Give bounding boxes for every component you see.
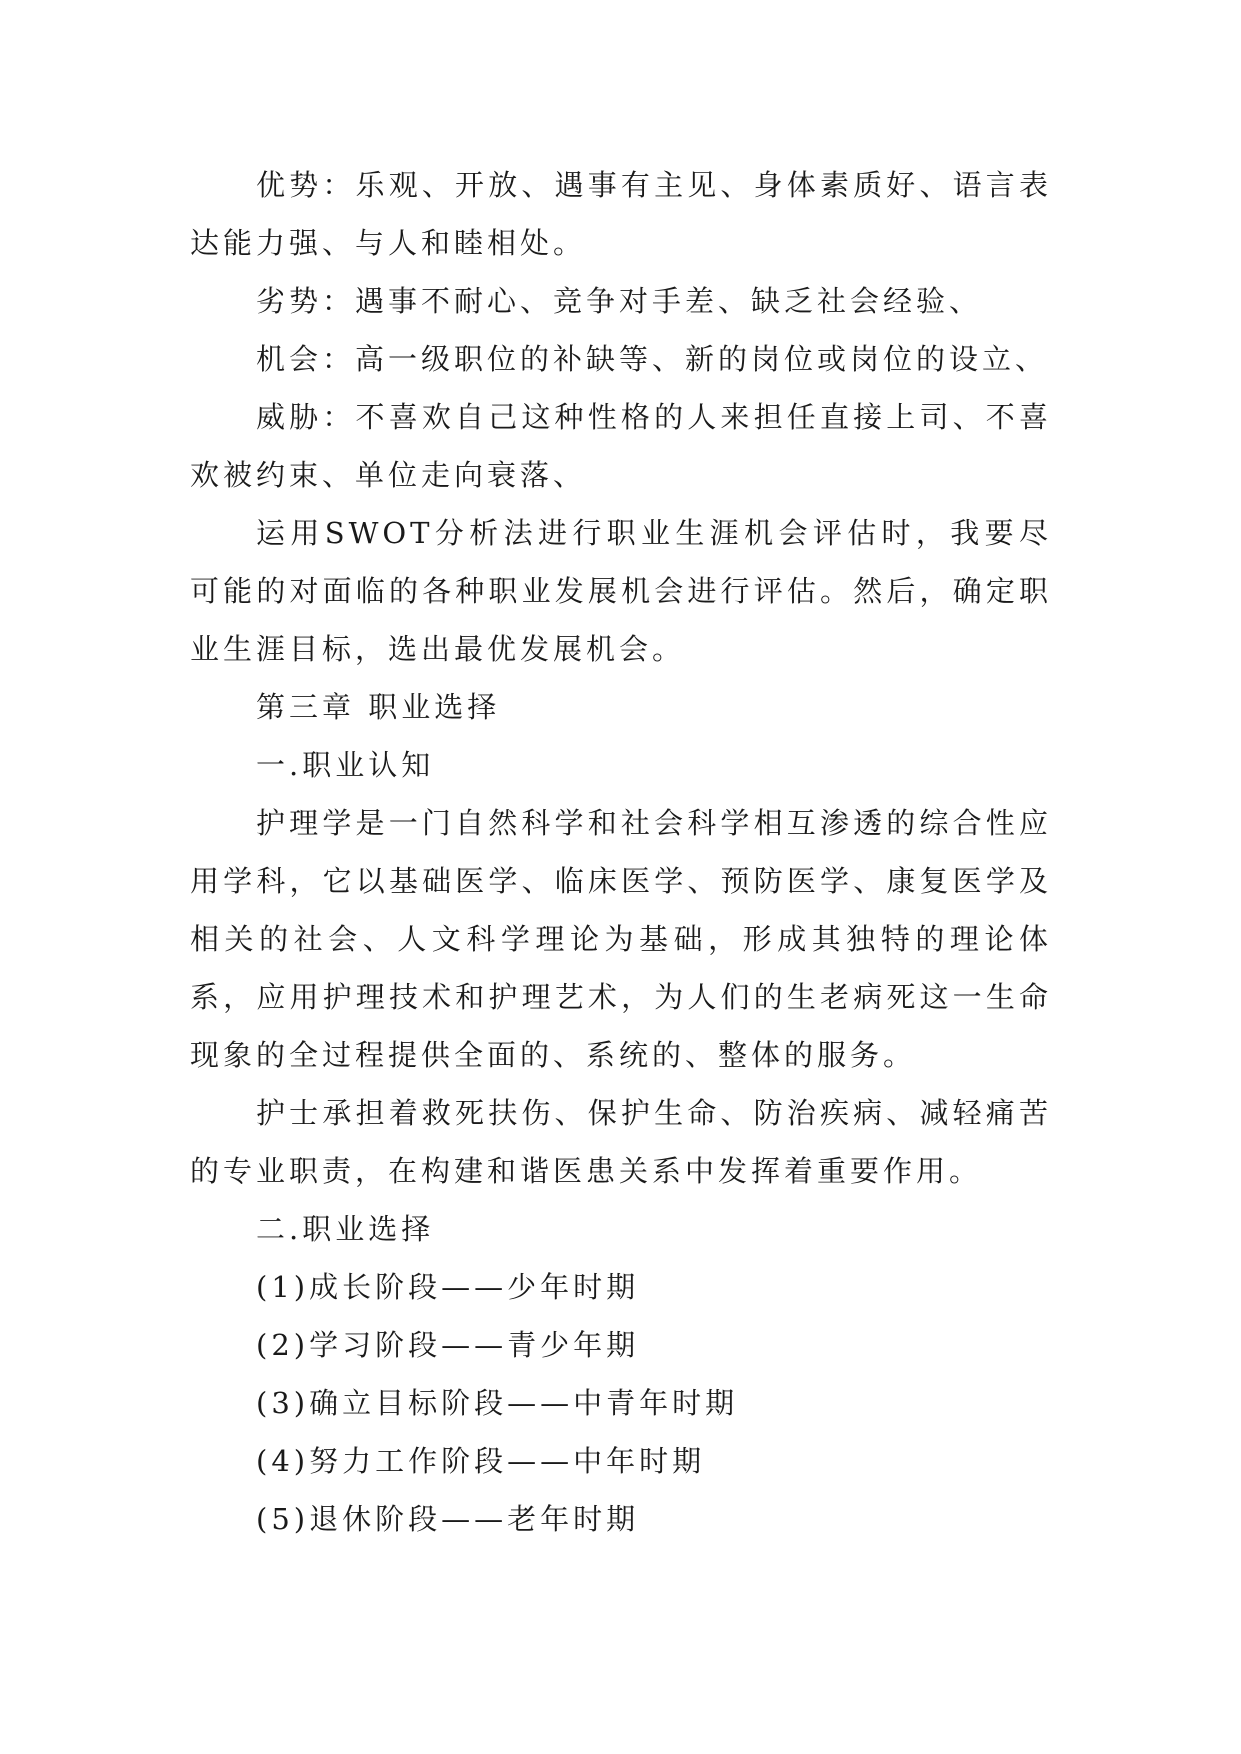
chapter-heading: 第三章 职业选择: [256, 690, 501, 724]
list-item: (5)退休阶段——老年时期: [256, 1502, 640, 1536]
document-body: [190, 156, 1052, 1548]
opportunities-paragraph: 机会：高一级职位的补缺等、新的岗位或岗位的设立、: [256, 342, 1049, 376]
nurse-duty-paragraph: 护士承担着救死扶伤、保护生命、防治疾病、减轻痛苦的专业职责，在构建和谐医患关系中发挥着重要作用。: [190, 1096, 1052, 1188]
list-item: (2)学习阶段——青少年期: [256, 1328, 640, 1362]
weaknesses-paragraph: 劣势：遇事不耐心、竞争对手差、缺乏社会经验、: [256, 284, 983, 318]
strengths-paragraph: 优势：乐观、开放、遇事有主见、身体素质好、语言表达能力强、与人和睦相处。: [190, 168, 1052, 260]
threats-paragraph: 威胁：不喜欢自己这种性格的人来担任直接上司、不喜欢被约束、单位走向衰落、: [190, 400, 1052, 492]
section-heading-career-choice: 二.职业选择: [256, 1212, 435, 1246]
section-heading-career-cognition: 一.职业认知: [256, 748, 435, 782]
swot-summary-paragraph: 运用SWOT分析法进行职业生涯机会评估时，我要尽可能的对面临的各种职业发展机会进行评估。然后，确定职业生涯目标，选出最优发展机会。: [190, 516, 1052, 666]
list-item: (3)确立目标阶段——中青年时期: [256, 1386, 739, 1420]
list-item: (1)成长阶段——少年时期: [256, 1270, 640, 1304]
nursing-description-paragraph: 护理学是一门自然科学和社会科学相互渗透的综合性应用学科，它以基础医学、临床医学、预防医学、康复医学及相关的社会、人文科学理论为基础，形成其独特的理论体系，应用护理技术和护理艺术，为人们的生老病死这一生命现象的全过程提供全面的、系统的、整体的服务。: [190, 806, 1052, 1072]
list-item: (4)努力工作阶段——中年时期: [256, 1444, 706, 1478]
